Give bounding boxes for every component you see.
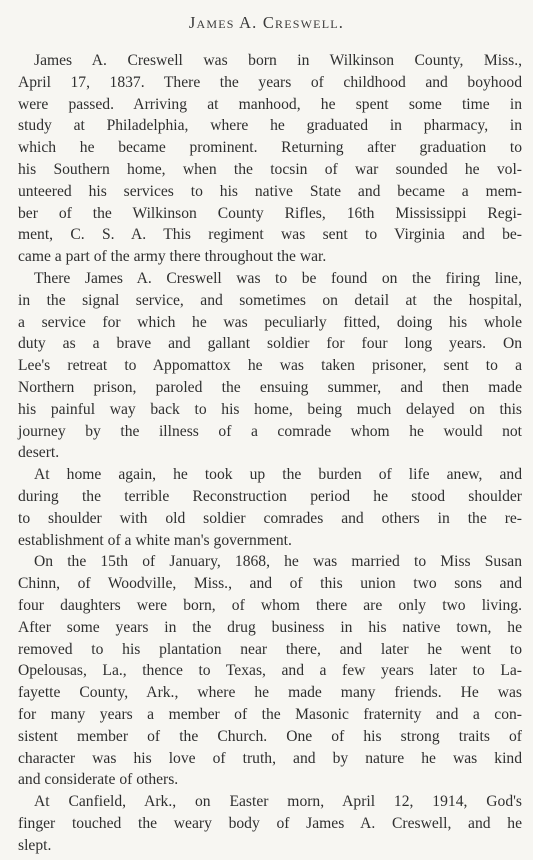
text-line: ment, C. S. A. This regiment was sent to Virginia and be- bbox=[18, 226, 522, 244]
text-line: his Southern home, when the tocsin of war sounded he vol- bbox=[18, 160, 522, 178]
text-line: during the terrible Reconstruction period he stood shoulder bbox=[18, 487, 522, 505]
text-line: his painful way back to his home, being much delayed on this bbox=[18, 400, 522, 418]
page-title: James A. Creswell. bbox=[188, 13, 345, 32]
article-body bbox=[18, 50, 522, 856]
text-line: Opelousas, La., thence to Texas, and a few years later to La- bbox=[18, 662, 522, 680]
text-line: removed to his plantation near there, and later he went to bbox=[18, 640, 522, 658]
text-line: Northern prison, paroled the ensuing summer, and then made bbox=[18, 378, 522, 396]
text-line: journey by the illness of a comrade whom he would not bbox=[18, 422, 522, 440]
text-line: came a part of the army there throughout the war. bbox=[18, 248, 327, 266]
text-line: were passed. Arriving at manhood, he spent some time in bbox=[18, 95, 522, 113]
text-line: James A. Creswell was born in Wilkinson County, Miss., bbox=[34, 52, 522, 69]
text-line: and considerate of others. bbox=[18, 771, 179, 789]
text-line: finger touched the weary body of James A. Creswell, and he bbox=[18, 814, 522, 832]
text-line: ber of the Wilkinson County Rifles, 16th Mississippi Regi- bbox=[18, 204, 522, 222]
text-line: to shoulder with old soldier comrades and others in the re- bbox=[18, 509, 522, 527]
text-line: study at Philadelphia, where he graduated in pharmacy, in bbox=[18, 117, 522, 135]
text-line: sistent member of the Church. One of his strong traits of bbox=[18, 727, 522, 745]
text-line: establishment of a white man's government. bbox=[18, 531, 292, 549]
text-line: a service for which he was peculiarly fitted, doing his whole bbox=[18, 313, 522, 331]
text-line: slept. bbox=[18, 836, 52, 854]
text-line: On the 15th of January, 1868, he was married to Miss Susan bbox=[34, 553, 522, 571]
text-line: in the signal service, and sometimes on detail at the hospital, bbox=[18, 291, 522, 309]
text-line: April 17, 1837. There the years of childhood and boyhood bbox=[18, 73, 522, 91]
text-line: There James A. Creswell was to be found on the firing line, bbox=[34, 269, 522, 287]
text-line: At Canfield, Ark., on Easter morn, April 12, 1914, God's bbox=[34, 793, 522, 811]
text-line: Chinn, of Woodville, Miss., and of this union two sons and bbox=[18, 575, 522, 593]
text-line: character was his love of truth, and by nature he was kind bbox=[18, 749, 522, 767]
text-line: duty as a brave and gallant soldier for four long years. On bbox=[18, 335, 522, 353]
text-line: for many years a member of the Masonic fraternity and a con- bbox=[18, 705, 522, 723]
text-line: four daughters were born, of whom there are only two living. bbox=[18, 596, 522, 614]
text-line: which he became prominent. Returning after graduation to bbox=[18, 139, 522, 157]
text-line: unteered his services to his native State and became a mem- bbox=[18, 182, 522, 200]
text-line: At home again, he took up the burden of life anew, and bbox=[34, 466, 522, 484]
text-line: fayette County, Ark., where he made many friends. He was bbox=[18, 684, 522, 702]
text-line: Lee's retreat to Appomattox he was taken prisoner, sent to a bbox=[18, 357, 522, 375]
text-line: After some years in the drug business in his native town, he bbox=[18, 618, 522, 636]
text-line: desert. bbox=[18, 444, 60, 462]
